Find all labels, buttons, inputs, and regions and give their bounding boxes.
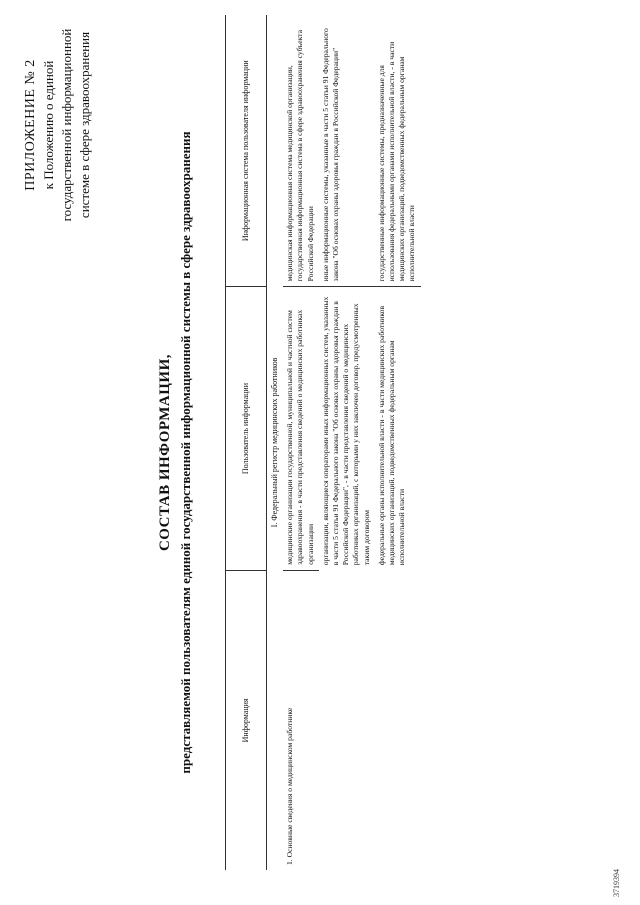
- user-cell-2: [319, 287, 375, 570]
- system-cell-3: [375, 15, 421, 287]
- appendix-line-1: к Положению о единой: [41, 60, 56, 190]
- info-text: 1. Основные сведения о медицинском работнике: [285, 707, 295, 865]
- header-system: Информационная система пользователя информации: [226, 15, 267, 287]
- document-title: СОСТАВ ИНФОРМАЦИИ,: [157, 353, 173, 552]
- table-row: [283, 15, 319, 870]
- header-user: Пользователь информации: [226, 287, 267, 570]
- system-text-1: медицинская информационная система медицинской организации, государственная информационная система в сфере здравоохранения субъекта Российской Федерации: [285, 30, 315, 282]
- table-header-row: [226, 15, 267, 870]
- user-text-2: организации, являющиеся операторами иных информационных систем, указанных в части 5 статьи 91 Федерального закона "Об основах охраны здоровья граждан в Российской Федерации", - в части представления сведений о медицинских работниках организаций, с которыми у них заключен договор, предусмотренных таким договором: [320, 296, 371, 566]
- info-cell: [283, 570, 420, 870]
- appendix-line-2: государственной информационной: [59, 28, 74, 222]
- document-subtitle: представляемой пользователям единой государственной информационной системы в сфере здравоохранения: [178, 131, 193, 774]
- section-row: [267, 15, 284, 870]
- section-title: I. Федеральный регистр медицинских работников: [270, 357, 279, 528]
- document-number: 3719394: [612, 869, 621, 897]
- user-text-1: медицинские организации государственной, муниципальной и частной систем здравоохранения - в части представления сведений о медицинских работниках организации: [285, 309, 315, 565]
- appendix-title: ПРИЛОЖЕНИЕ № 2: [23, 59, 38, 191]
- information-table: [225, 15, 421, 870]
- appendix-header: [22, 15, 94, 235]
- user-text-3: федеральные органы исполнительной власти - в части медицинских работников медицинских организаций, подведомственных федеральным органам исполнительной власти: [376, 305, 407, 566]
- system-cell-1: [283, 15, 319, 287]
- system-text-3: государственные информационные системы, предназначенные для использования федеральными органами исполнительной власти, - в части медицинских организаций, подведомственных федеральным органам исполнительной власти: [376, 41, 417, 282]
- appendix-line-3: системе в сфере здравоохранения: [77, 31, 92, 219]
- header-information: Информация: [226, 570, 267, 870]
- system-cell-2: [319, 15, 375, 287]
- user-cell-1: [283, 287, 319, 570]
- system-text-2: иные информационные системы, указанные в части 5 статьи 91 Федерального закона "Об основах охраны здоровья граждан в Российской Федерации": [320, 28, 341, 282]
- user-cell-3: [375, 287, 421, 570]
